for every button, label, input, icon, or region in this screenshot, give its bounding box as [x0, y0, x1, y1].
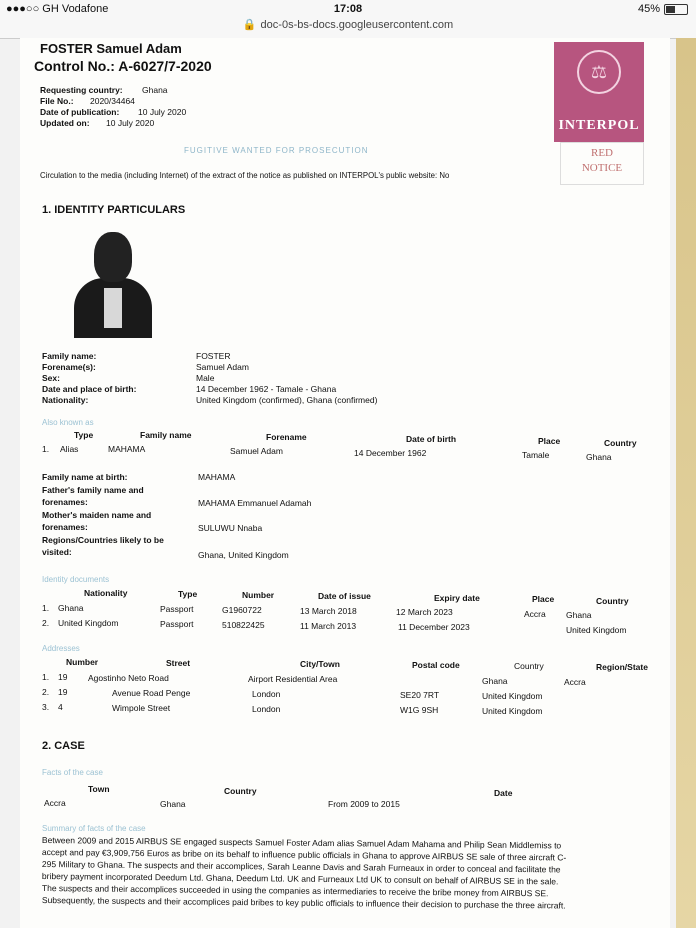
addr-cell: Avenue Road Penge [112, 688, 191, 698]
docs-header: Place [532, 594, 555, 604]
id-value: United Kingdom (confirmed), Ghana (confirmed) [196, 395, 378, 405]
summary-line: Between 2009 and 2015 AIRBUS SE engaged suspects Samuel Foster Adam alias Samuel Adam Mahama and Philip Sean Middlemiss to [41, 835, 562, 851]
id-value: Male [196, 373, 215, 383]
aka-cell: 14 December 1962 [354, 448, 427, 458]
docs-header: Country [596, 596, 629, 606]
red-notice-line2: NOTICE [581, 162, 623, 174]
summary-line: Subsequently, the suspects and their accomplices paid bribes to key public officials to influence their decision to purchase the three aircraft. [41, 895, 566, 911]
aka-header: Date of birth [406, 434, 457, 444]
addr-cell: 19 [58, 672, 68, 682]
id-value: FOSTER [196, 351, 231, 361]
docs-cell: Accra [524, 609, 546, 619]
regions-label: visited: [42, 547, 72, 557]
clock: 17:08 [333, 3, 363, 15]
facts-header: Date [494, 788, 513, 798]
aka-header: Forename [266, 432, 307, 442]
summary-line: 295 Military to Ghana. The suspects and their accomplices, Sarah Leanne Davis and Sarah Furneaux in order to conceal and facilitate the [41, 859, 561, 875]
facts-header: Town [88, 784, 110, 794]
battery-percent: 45% [637, 3, 660, 15]
facts-cell: Ghana [160, 799, 186, 809]
id-label: Date and place of birth: [42, 384, 137, 394]
regions-label: Regions/Countries likely to be [42, 535, 164, 545]
docs-header: Expiry date [434, 593, 480, 603]
addr-header: Country [514, 661, 544, 671]
docs-header: Nationality [84, 588, 128, 598]
addr-cell: 4 [58, 702, 63, 712]
addr-cell: 1. [42, 672, 50, 682]
aka-cell: Alias [60, 444, 79, 454]
addr-cell: 2. [42, 687, 50, 697]
aka-cell: Samuel Adam [230, 446, 283, 456]
aka-cell: Ghana [586, 452, 612, 462]
docs-cell: United Kingdom [58, 618, 119, 628]
addr-cell: London [252, 704, 281, 714]
summary-line: accept and pay €3,909,756 Euros as bribe on its behalf to influence public officials in Ghana to approve AIRBUS SE sale of three aircraft C- [41, 847, 567, 863]
globe-icon: ⚖ [577, 50, 621, 94]
aka-header: Country [604, 438, 637, 448]
docs-cell: Ghana [58, 603, 84, 613]
docs-cell: 13 March 2018 [300, 606, 357, 616]
addr-header: Street [166, 658, 191, 668]
father-label: Father's family name and [42, 485, 144, 495]
father-value: MAHAMA Emmanuel Adamah [198, 498, 312, 508]
addr-header: Number [66, 657, 99, 667]
page-edge [676, 38, 696, 928]
id-label: Family name: [42, 351, 97, 361]
identity-section-title: 1. IDENTITY PARTICULARS [42, 204, 186, 216]
red-notice-label [560, 142, 644, 185]
id-value: Samuel Adam [196, 362, 249, 372]
summary-line: The suspects and their accomplices succeeded in using the companies as intermediaries to receive the bribe money from AIRBUS SE. [41, 883, 549, 899]
docs-cell: G1960722 [222, 605, 262, 615]
addr-title: Addresses [42, 644, 80, 653]
docs-cell: United Kingdom [566, 625, 627, 635]
updated-label: Updated on: [40, 118, 90, 128]
mother-value: SULUWU Nnaba [198, 523, 263, 533]
subject-photo [72, 228, 152, 338]
addr-cell: United Kingdom [482, 706, 543, 716]
aka-cell: MAHAMA [108, 444, 146, 454]
battery-icon [664, 4, 688, 15]
status-bar [0, 0, 696, 18]
file-value: 2020/34464 [90, 96, 135, 106]
aka-header: Type [74, 430, 94, 440]
aka-header: Place [538, 436, 561, 446]
addr-header: Postal code [412, 660, 460, 670]
updated-value: 10 July 2020 [106, 118, 155, 128]
aka-header: Family name [140, 430, 192, 440]
addr-cell: 19 [58, 687, 68, 697]
facts-cell: From 2009 to 2015 [328, 799, 400, 809]
addr-header: Region/State [596, 662, 648, 672]
wanted-heading: FUGITIVE WANTED FOR PROSECUTION [184, 146, 369, 155]
docs-header: Number [242, 590, 275, 600]
facts-cell: Accra [44, 798, 66, 808]
docs-cell: 2. [42, 618, 50, 628]
addr-cell: Accra [564, 677, 586, 687]
aka-title: Also known as [42, 418, 94, 427]
id-value: 14 December 1962 - Tamale - Ghana [196, 384, 337, 394]
lock-icon: 🔒 [242, 19, 257, 31]
docs-cell: Ghana [566, 610, 592, 620]
docs-cell: 11 December 2023 [398, 622, 470, 632]
case-section-title: 2. CASE [42, 740, 85, 752]
summary-line: bribery payment incorporated Deedum Ltd. Ghana, Deedum Ltd. UK and Furneaux Ltd UK to consult on behalf of AIRBUS SE in the sale. [41, 871, 559, 887]
interpol-brand: INTERPOL [558, 118, 640, 133]
addr-cell: London [252, 689, 281, 699]
birth-name-value: MAHAMA [198, 472, 236, 482]
control-number: Control No.: A-6027/7-2020 [34, 58, 212, 74]
addr-header: City/Town [300, 659, 340, 669]
addr-cell: Ghana [482, 676, 508, 686]
docs-cell: 1. [42, 603, 50, 613]
id-label: Sex: [42, 373, 60, 383]
regions-value: Ghana, United Kingdom [198, 550, 289, 560]
circulation-note: Circulation to the media (including Internet) of the extract of the notice as published on INTERPOL's public website: No [40, 171, 450, 180]
birth-name-label: Family name at birth: [42, 472, 128, 482]
facts-title: Facts of the case [42, 768, 103, 777]
mother-label: forenames: [42, 522, 88, 532]
addr-cell: 3. [42, 702, 50, 712]
addr-cell: United Kingdom [482, 691, 543, 701]
battery [638, 3, 688, 15]
addr-cell: SE20 7RT [400, 690, 440, 700]
mother-label: Mother's maiden name and [42, 510, 152, 520]
docs-cell: Passport [160, 604, 194, 614]
red-notice-line1: RED [591, 147, 613, 159]
docs-cell: 11 March 2013 [300, 621, 357, 631]
subject-name: FOSTER Samuel Adam [40, 41, 182, 56]
addr-cell: W1G 9SH [400, 705, 439, 715]
docs-header: Type [178, 589, 198, 599]
facts-header: Country [224, 786, 257, 796]
pub-value: 10 July 2020 [138, 107, 187, 117]
father-label: forenames: [42, 497, 88, 507]
addr-cell: Airport Residential Area [248, 674, 338, 684]
address-bar[interactable] [0, 18, 696, 39]
docs-title: Identity documents [42, 575, 110, 584]
pub-label: Date of publication: [40, 107, 120, 117]
summary-title: Summary of facts of the case [42, 824, 146, 833]
carrier-label: ●●●○○ GH Vodafone [6, 3, 109, 15]
id-label: Nationality: [42, 395, 89, 405]
aka-cell: 1. [42, 444, 50, 454]
id-label: Forename(s): [42, 362, 96, 372]
interpol-logo [554, 42, 644, 142]
url-text: doc-0s-bs-docs.googleusercontent.com [260, 19, 454, 31]
docs-header: Date of issue [318, 591, 371, 601]
aka-cell: Tamale [522, 450, 550, 460]
document-page [20, 38, 670, 928]
docs-cell: 510822425 [222, 620, 265, 630]
docs-cell: 12 March 2023 [396, 607, 453, 617]
requesting-label: Requesting country: [40, 85, 123, 95]
file-label: File No.: [40, 96, 74, 106]
requesting-value: Ghana [142, 85, 168, 95]
addr-cell: Agostinho Neto Road [88, 673, 169, 683]
docs-cell: Passport [160, 619, 194, 629]
addr-cell: Wimpole Street [112, 703, 171, 713]
